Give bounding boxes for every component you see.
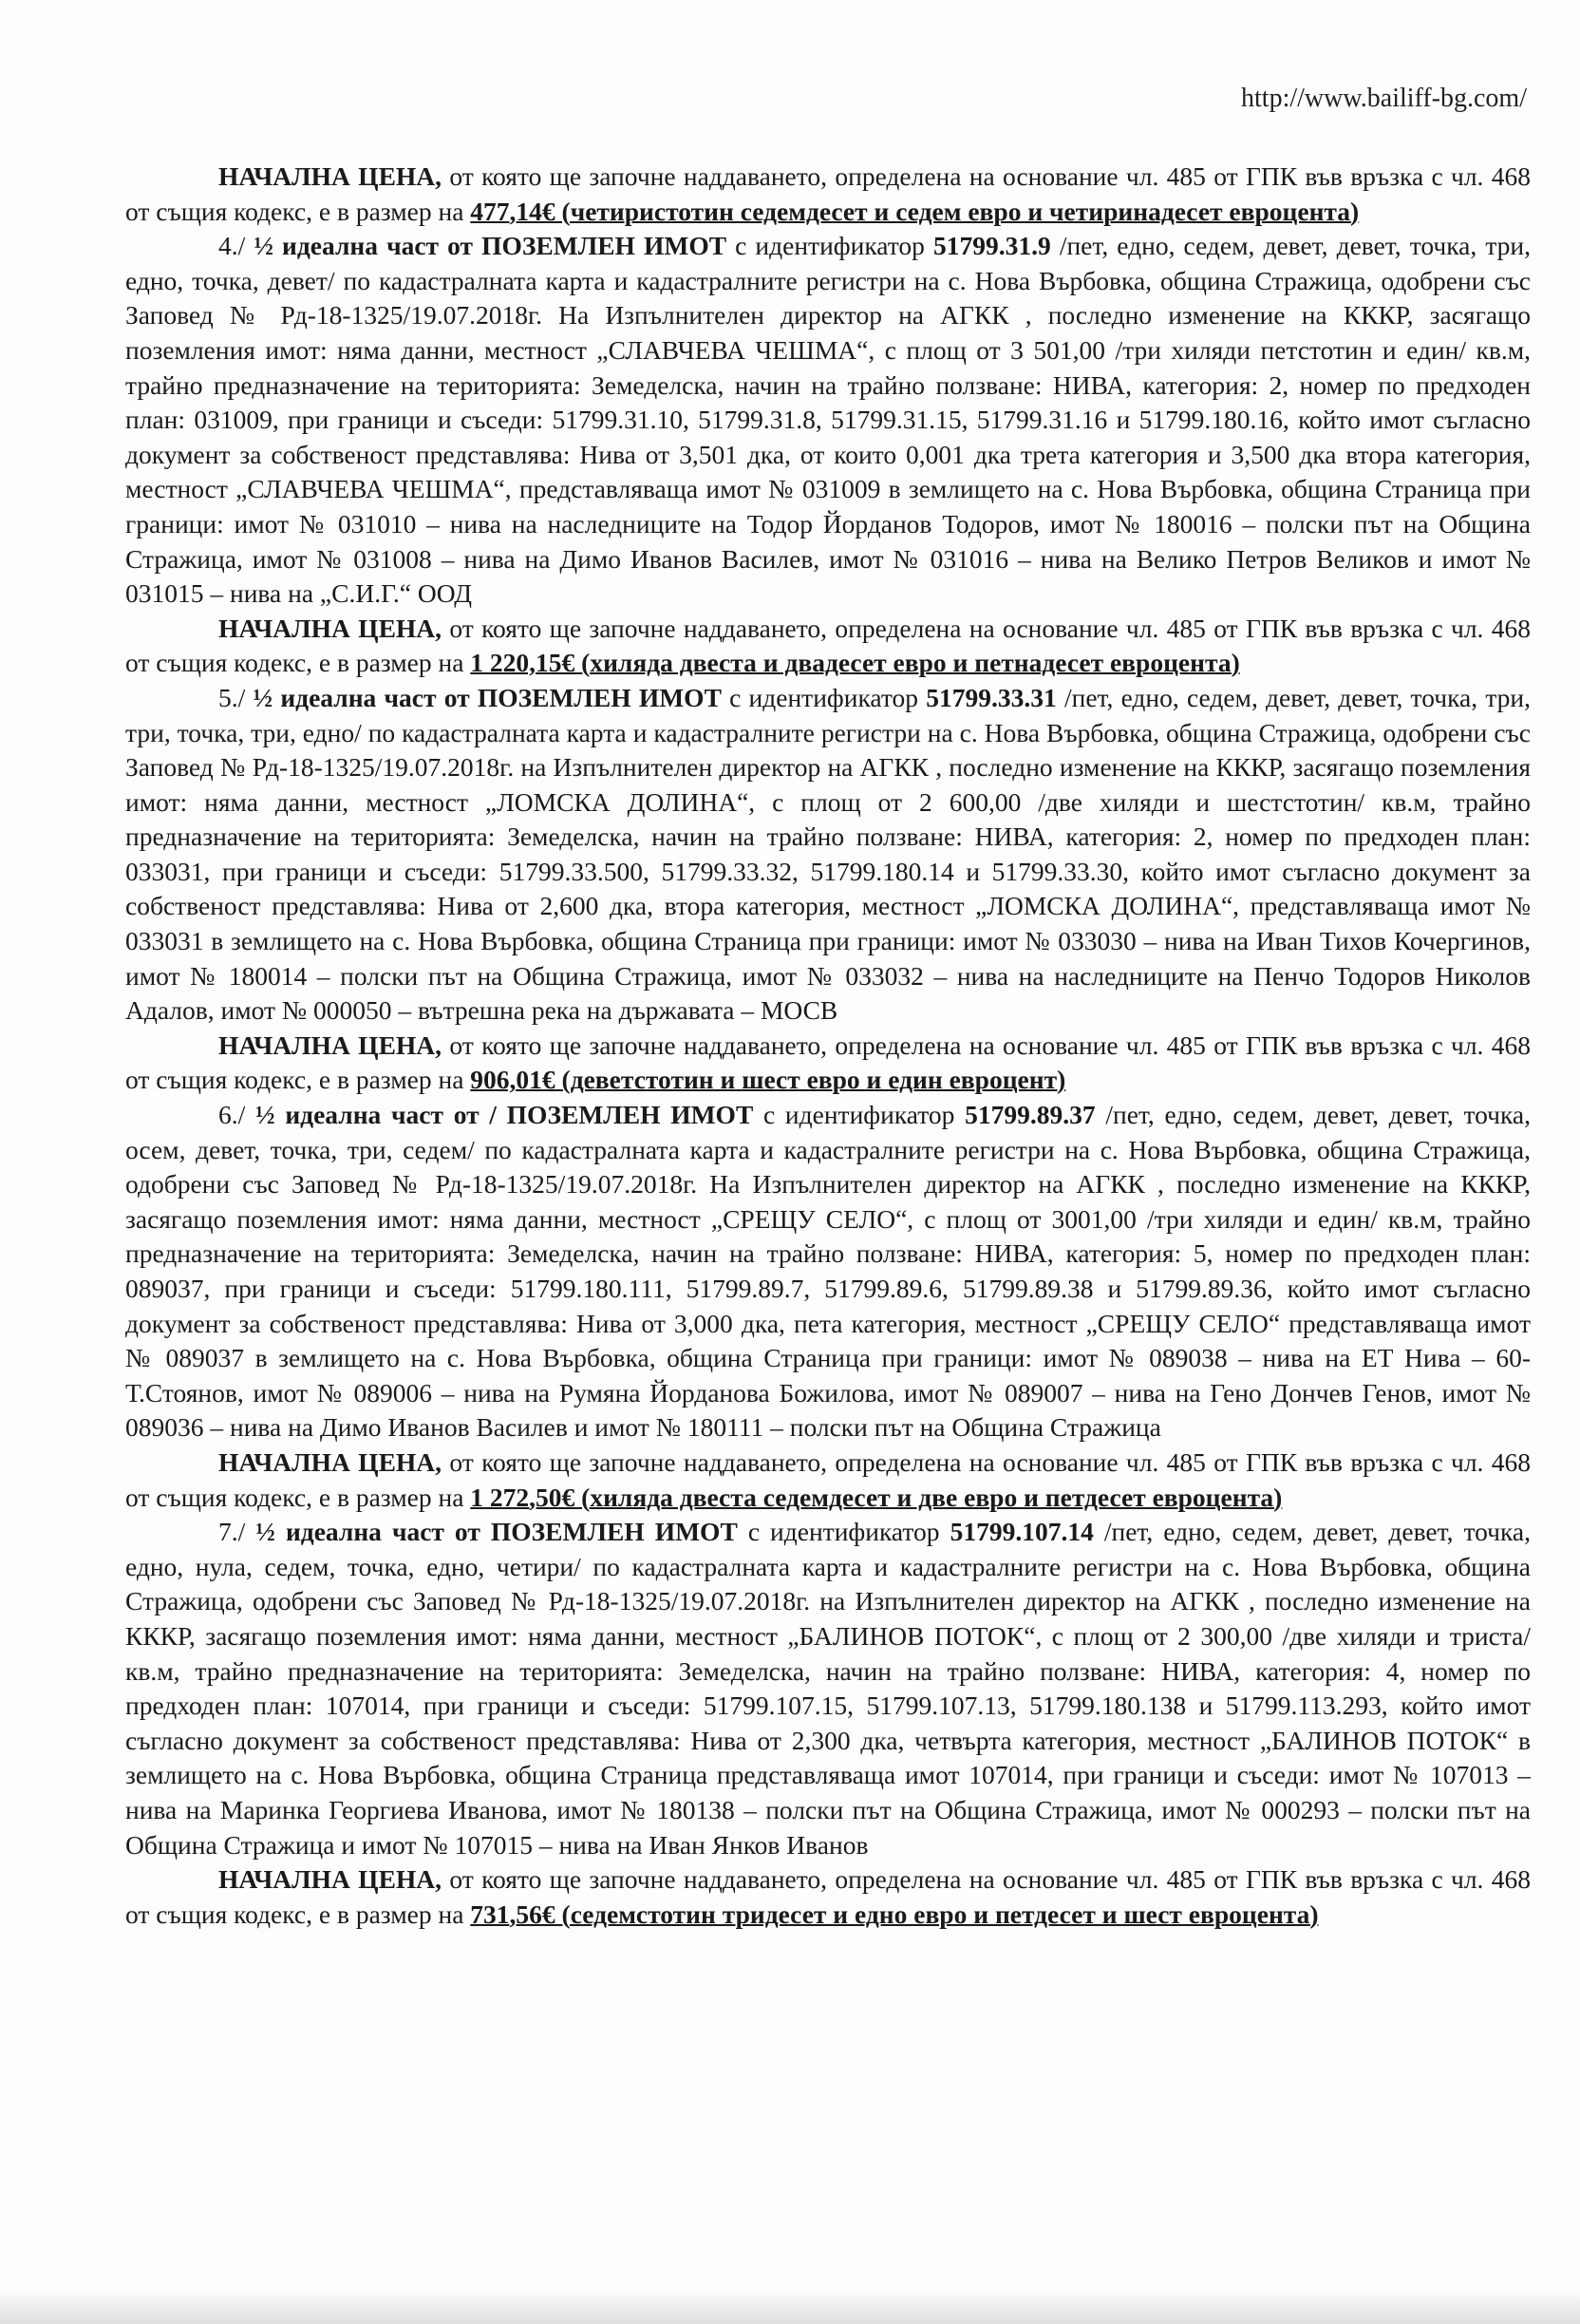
starting-price-paragraph: [125, 160, 1531, 229]
price-label: НАЧАЛНА ЦЕНА,: [218, 161, 442, 191]
price-amount: 906,01€ (деветстотин и шест евро и един евроцент): [470, 1065, 1066, 1095]
price-text: от която ще започне наддаването, определена на основание чл. 485 от ГПК във връзка с чл. 468 от същия кодекс, е в размер на: [125, 1446, 1531, 1512]
item-id-intro: с идентификатор: [753, 1100, 966, 1130]
price-amount: 477,14€ (четиристотин седемдесет и седем евро и четиринадесет евроцента): [470, 196, 1360, 226]
item-number: 4./: [218, 231, 246, 261]
item-id-intro: с идентификатор: [726, 231, 933, 261]
item-identifier: 51799.89.37: [965, 1100, 1096, 1130]
item-number: 7./: [218, 1517, 246, 1547]
item-type: ПОЗЕМЛЕН ИМОТ: [481, 231, 727, 261]
item-share: ½ идеална част от /: [254, 1100, 497, 1130]
page-bottom-shadow: [0, 2290, 1580, 2324]
item-identifier: 51799.31.9: [933, 231, 1051, 261]
item-description: /пет, едно, седем, девет, девет, точка, три, три, точка, три, едно/ по кадастралната карта и кадастралните регистри на с. Нова Върбовка, община Стражица, одобрени със Заповед № Рд-18-1325/19.07.2018г. на Изпълнителен директор на АГКК , последно изменение на КККР, засягащо поземления имот: няма данни, местност „ЛОМСКА ДОЛИНА“, с площ от 2 600,00 /две хиляди и шестстотин/ кв.м, трайно предназначение на територията: Земеделска, начин на трайно ползване: НИВА, категория: 2, номер по предходен план: 033031, при граници и съседи: 51799.33.500, 51799.33.32, 51799.180.14 и 51799.33.30, който имот съгласно документ за собственост представлява: Нива от 2,600 дка, втора категория, местност „ЛОМСКА ДОЛИНА“, представляваща имот № 033031 в землището на с. Нова Върбовка, община Страница при граници: имот № 033030 – нива на Иван Тихов Кочергинов, имот № 180014 – полски път на Община Стражица, имот № 033032 – нива на наследниците на Пенчо Тодоров Николов Адалов, имот № 000050 – вътрешна река на държавата – МОСВ: [125, 682, 1532, 1026]
item-share: ½ идеална част от: [255, 1517, 480, 1547]
item-identifier: 51799.107.14: [950, 1517, 1094, 1547]
price-text: от която ще започне наддаването, определена на основание чл. 485 от ГПК във връзка с чл. 468 от същия кодекс, е в размер на: [125, 613, 1531, 678]
price-label: НАЧАЛНА ЦЕНА,: [218, 1446, 442, 1477]
document-body: [125, 160, 1531, 1932]
item-description: /пет, едно, седем, девет, девет, точка, едно, нула, седем, точка, едно, четири/ по кадастралната карта и кадастралните регистри на с. Нова Върбовка, община Стражица, одобрени със Заповед № Рд-18-1325/19.07.2018г. на Изпълнителен директор на АГКК , последно изменение на КККР, засягащо поземления имот: няма данни, местност „БАЛИНОВ ПОТОК“, с площ от 2 300,00 /две хиляди и триста/ кв.м, трайно предназначение на територията: Земеделска, начин на трайно ползване: НИВА, категория: 4, номер по предходен план: 107014, при граници и съседи: 51799.107.15, 51799.107.13, 51799.180.138 и 51799.113.293, който имот съгласно документ за собственост представлява: Нива от 2,300 дка, четвърта категория, местност „БАЛИНОВ ПОТОК“ в землището на с. Нова Върбовка, община Страница представляваща имот 107014, при граници и съседи: имот № 107013 – нива на Маринка Георгиева Иванова, имот № 180138 – полски път на Община Стражица, имот № 000293 – полски път на Община Стражица и имот № 107015 – нива на Иван Янков Иванов: [125, 1517, 1532, 1860]
property-item-4: [125, 229, 1531, 612]
item-id-intro: с идентификатор: [737, 1517, 950, 1547]
starting-price-paragraph: [125, 1445, 1531, 1515]
price-text: от която ще започне наддаването, определена на основание чл. 485 от ГПК във връзка с чл. 468 от същия кодекс, е в размер на: [125, 1030, 1531, 1095]
item-number: 5./: [218, 682, 246, 712]
item-description: /пет, едно, седем, девет, девет, точка, три, едно, точка, девет/ по кадастралната карта и кадастралните регистри на с. Нова Върбовка, община Стражица, одобрени със Заповед № Рд-18-1325/19.07.2018г. На Изпълнителен директор на АГКК , последно изменение на КККР, засягащо поземления имот: няма данни, местност „СЛАВЧЕВА ЧЕШМА“, с площ от 3 501,00 /три хиляди петстотин и един/ кв.м, трайно предназначение на територията: Земеделска, начин на трайно ползване: НИВА, категория: 2, номер по предходен план: 031009, при граници и съседи: 51799.31.10, 51799.31.8, 51799.31.15, 51799.31.16 и 51799.180.16, който имот съгласно документ за собственост представлява: Нива от 3,501 дка, от които 0,001 дка трета категория и 3,500 дка втора категория, местност „СЛАВЧЕВА ЧЕШМА“, представляваща имот № 031009 в землището на с. Нова Върбовка, община Страница при граници: имот № 031010 – нива на наследниците на Тодор Йорданов Тодоров, имот № 180016 – полски път на Община Стражица, имот № 031008 – нива на Димо Иванов Василев, имот № 031016 – нива на Велико Петров Великов и имот № 031015 – нива на „С.И.Г.“ ООД: [125, 231, 1532, 609]
item-description: /пет, едно, седем, девет, девет, точка, осем, девет, точка, три, седем/ по кадастралната карта и кадастралните регистри на с. Нова Върбовка, община Стражица, одобрени със Заповед № Рд-18-1325/19.07.2018г. На Изпълнителен директор на АГКК , последно изменение на КККР, засягащо поземления имот: няма данни, местност „СРЕЩУ СЕЛО“, с площ от 3001,00 /три хиляди и един/ кв.м, трайно предназначение на територията: Земеделска, начин на трайно ползване: НИВА, категория: 5, номер по предходен план: 089037, при граници и съседи: 51799.180.111, 51799.89.7, 51799.89.6, 51799.89.38 и 51799.89.36, който имот съгласно документ за собственост представлява: Нива от 3,000 дка, пета категория, местност „СРЕЩУ СЕЛО“ представляваща имот № 089037 в землището на с. Нова Върбовка, община Страница при граници: имот № 089038 – нива на ЕТ Нива – 60-Т.Стоянов, имот № 089006 – нива на Румяна Йорданова Божилова, имот № 089007 – нива на Гено Дончев Генов, имот № 089036 – нива на Димо Иванов Василев и имот № 180111 – полски път на Община Стражица: [125, 1100, 1532, 1443]
price-text: от която ще започне наддаването, определена на основание чл. 485 от ГПК във връзка с чл. 468 от същия кодекс, е в размер на: [125, 161, 1531, 226]
price-label: НАЧАЛНА ЦЕНА,: [218, 613, 442, 643]
property-item-7: [125, 1515, 1531, 1862]
price-amount: 1 220,15€ (хиляда двеста и двадесет евро и петнадесет евроцента): [470, 648, 1240, 678]
header-url[interactable]: http://www.bailiff-bg.com/: [1241, 84, 1527, 113]
property-item-6: [125, 1098, 1531, 1445]
starting-price-paragraph: [125, 1029, 1531, 1098]
item-identifier: 51799.33.31: [926, 682, 1057, 712]
item-id-intro: с идентификатор: [721, 682, 927, 712]
item-share: ½ идеална част от: [253, 682, 470, 712]
item-type: ПОЗЕМЛЕН ИМОТ: [506, 1100, 754, 1130]
price-amount: 1 272,50€ (хиляда двеста седемдесет и две евро и петдесет евроцента): [470, 1482, 1283, 1512]
item-number: 6./: [218, 1100, 246, 1130]
price-text: от която ще започне наддаването, определена на основание чл. 485 от ГПК във връзка с чл. 468 от същия кодекс, е в размер на: [125, 1864, 1531, 1929]
item-type: ПОЗЕМЛЕН ИМОТ: [477, 682, 722, 712]
item-share: ½ идеална част от: [254, 231, 474, 261]
starting-price-paragraph: [125, 612, 1531, 681]
property-item-5: [125, 681, 1531, 1029]
price-label: НАЧАЛНА ЦЕНА,: [218, 1864, 442, 1895]
price-label: НАЧАЛНА ЦЕНА,: [218, 1030, 442, 1060]
item-type: ПОЗЕМЛЕН ИМОТ: [490, 1517, 738, 1547]
starting-price-paragraph: [125, 1862, 1531, 1932]
price-amount: 731,56€ (седемстотин тридесет и едно евро и петдесет и шест евроцента): [470, 1899, 1319, 1929]
